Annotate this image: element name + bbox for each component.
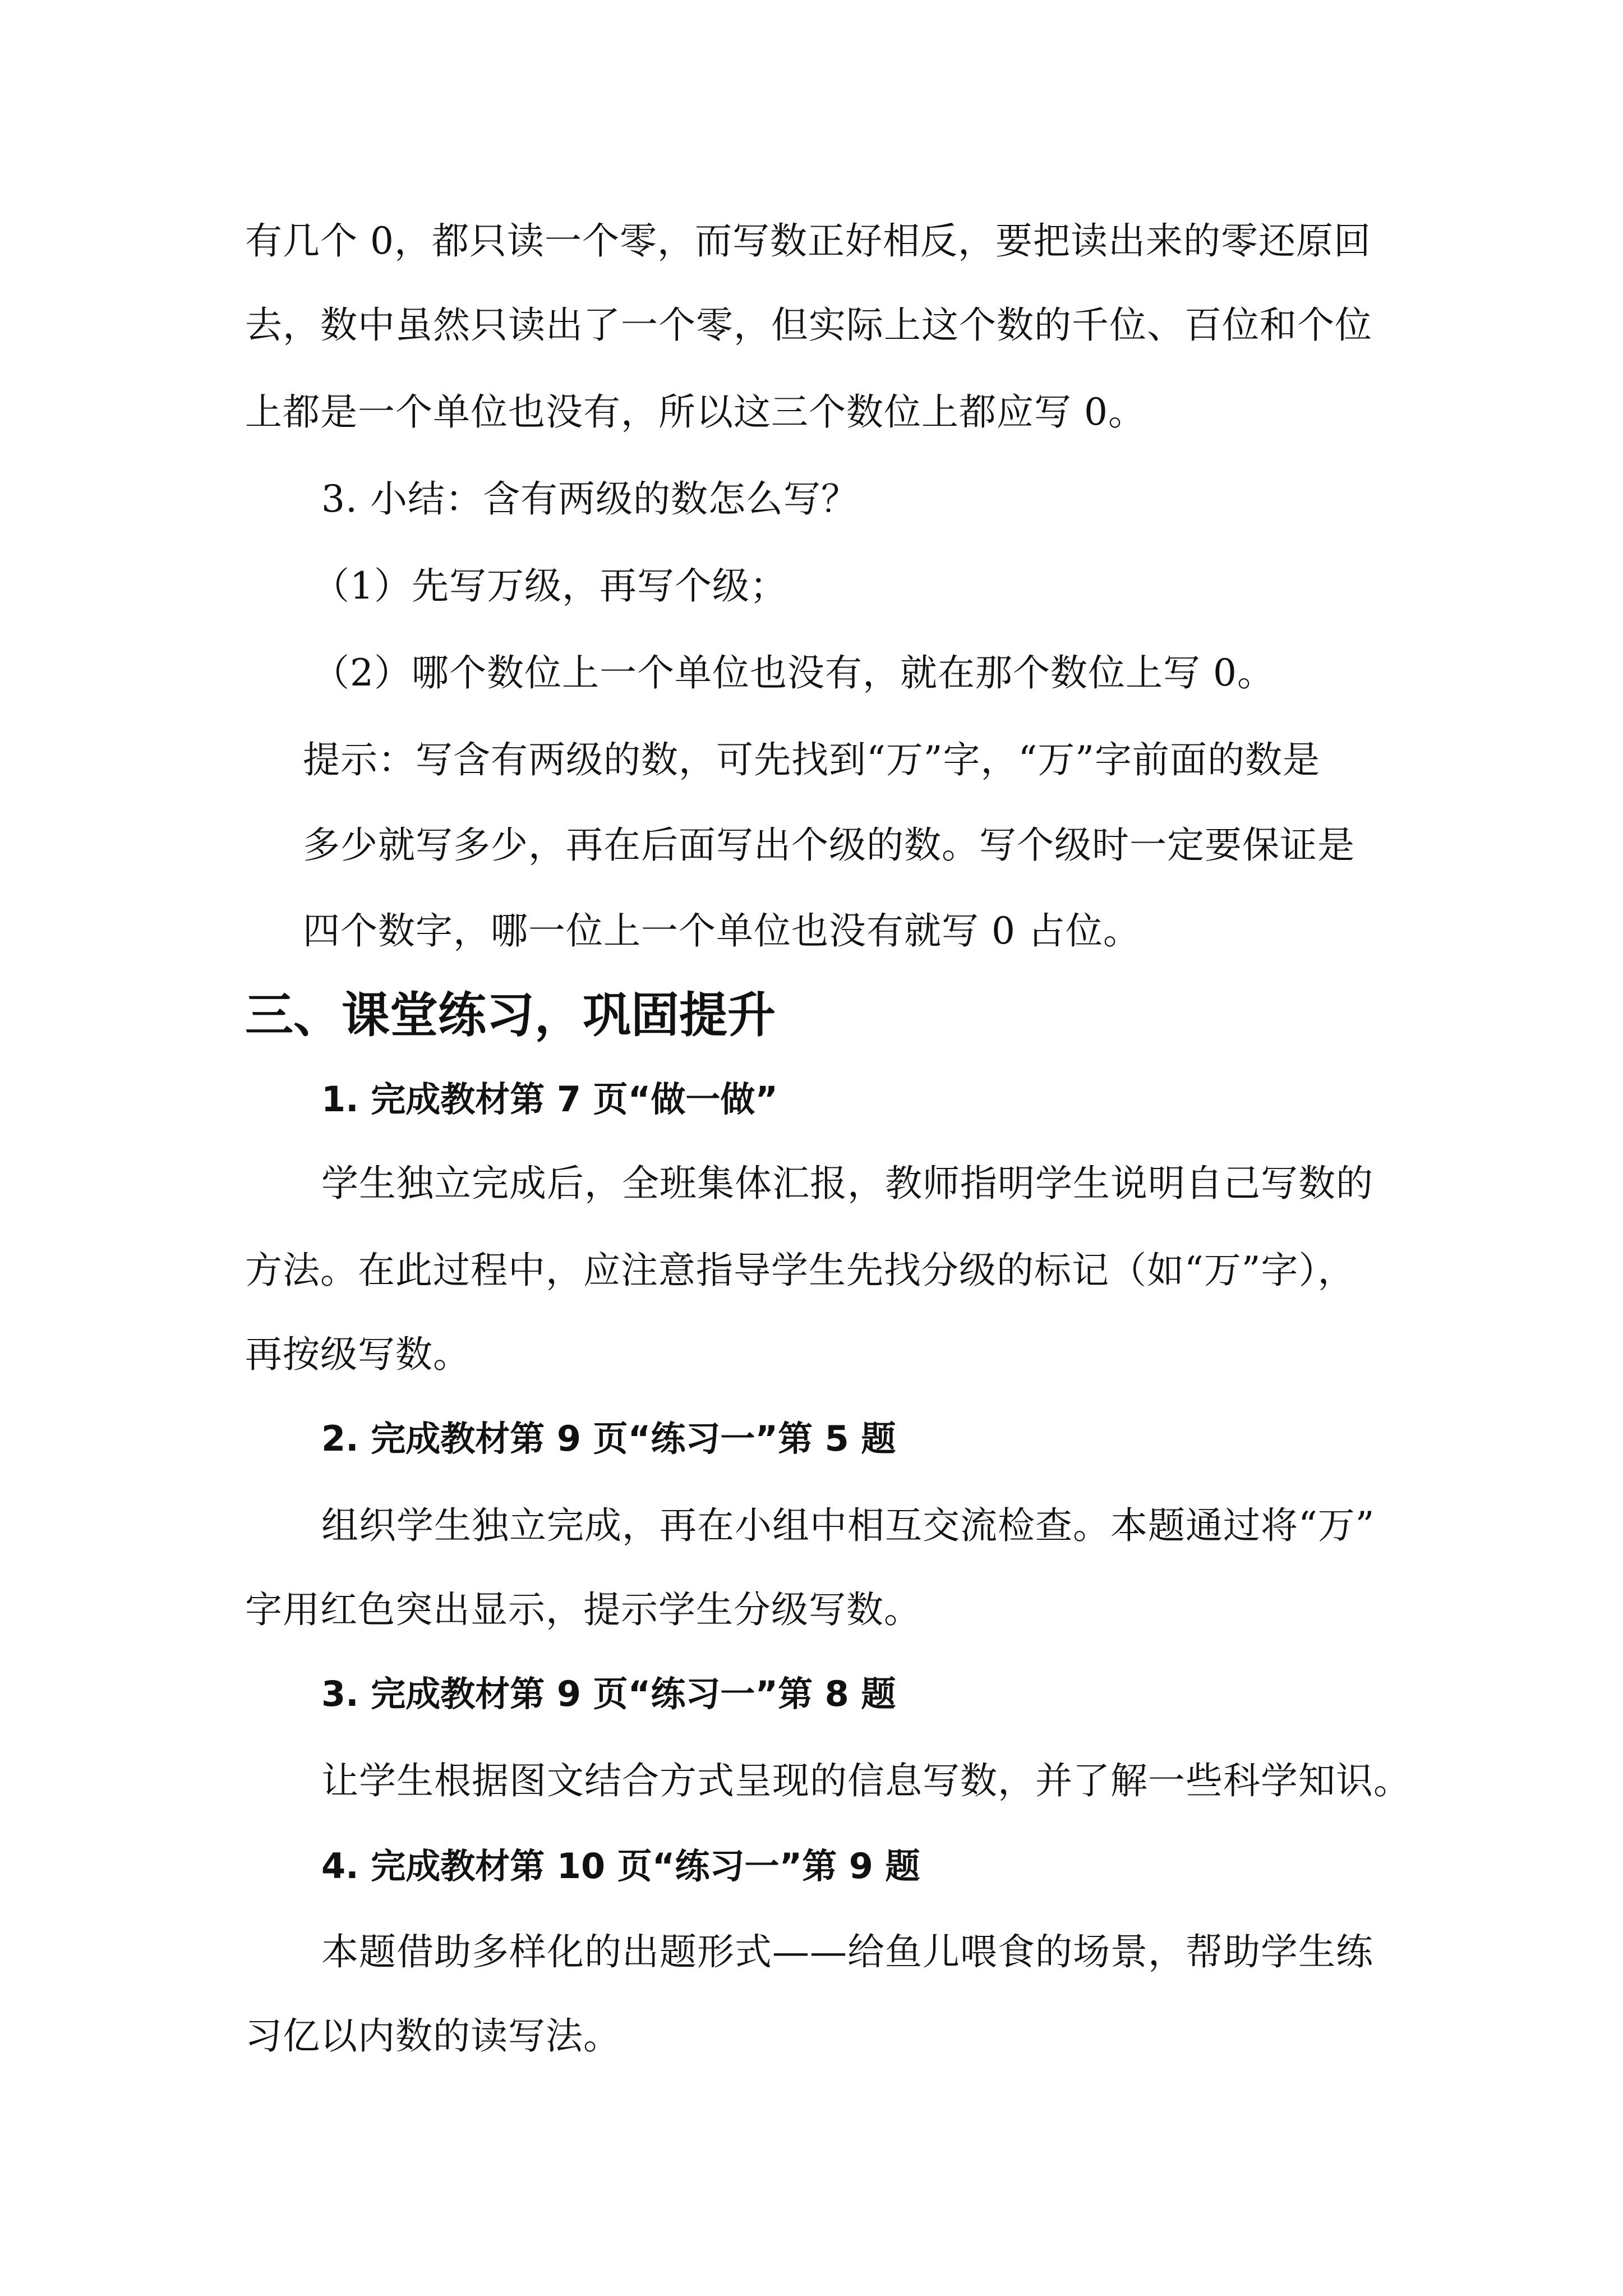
paragraph-line: 有几个 0，都只读一个零，而写数正好相反，要把读出来的零还原回: [245, 219, 1371, 263]
summary-item-1: （1）先写万级，再写个级；: [312, 564, 787, 608]
exercise-4-line: 本题借助多样化的出题形式——给鱼儿喂食的场景，帮助学生练: [321, 1930, 1373, 1973]
exercise-1-line: 再按级写数。: [245, 1333, 471, 1376]
paragraph-line: 上都是一个单位也没有，所以这三个数位上都应写 0。: [245, 390, 1146, 434]
exercise-title-4: 4. 完成教材第 10 页“练习一”第 9 题: [321, 1846, 920, 1887]
paragraph-line: 去，数中虽然只读出了一个零，但实际上这个数的千位、百位和个位: [245, 303, 1372, 347]
exercise-4-line: 习亿以内数的读写法。: [245, 2014, 621, 2058]
tip-line: 多少就写多少，再在后面写出个级的数。写个级时一定要保证是: [303, 823, 1355, 867]
exercise-3-line: 让学生根据图文结合方式呈现的信息写数，并了解一些科学知识。: [321, 1759, 1411, 1802]
summary-title: 3. 小结：含有两级的数怎么写？: [321, 477, 859, 521]
summary-item-2: （2）哪个数位上一个单位也没有，就在那个数位上写 0。: [312, 651, 1275, 694]
exercise-title-2: 2. 完成教材第 9 页“练习一”第 5 题: [321, 1418, 896, 1459]
exercise-1-line: 学生独立完成后，全班集体汇报，教师指明学生说明自己写数的: [321, 1162, 1373, 1205]
exercise-1-line: 方法。在此过程中，应注意指导学生先找分级的标记（如“万”字），: [245, 1249, 1355, 1292]
exercise-title-3: 3. 完成教材第 9 页“练习一”第 8 题: [321, 1673, 896, 1714]
section-heading: 三、课堂练习，巩固提升: [245, 987, 776, 1043]
tip-line: 四个数字，哪一位上一个单位也没有就写 0 占位。: [303, 909, 1141, 953]
tip-line: 提示：写含有两级的数，可先找到“万”字，“万”字前面的数是: [303, 738, 1320, 781]
exercise-2-line: 组织学生独立完成，再在小组中相互交流检查。本题通过将“万”: [321, 1504, 1375, 1547]
exercise-2-line: 字用红色突出显示，提示学生分级写数。: [245, 1588, 921, 1631]
exercise-title-1: 1. 完成教材第 7 页“做一做”: [321, 1079, 778, 1120]
